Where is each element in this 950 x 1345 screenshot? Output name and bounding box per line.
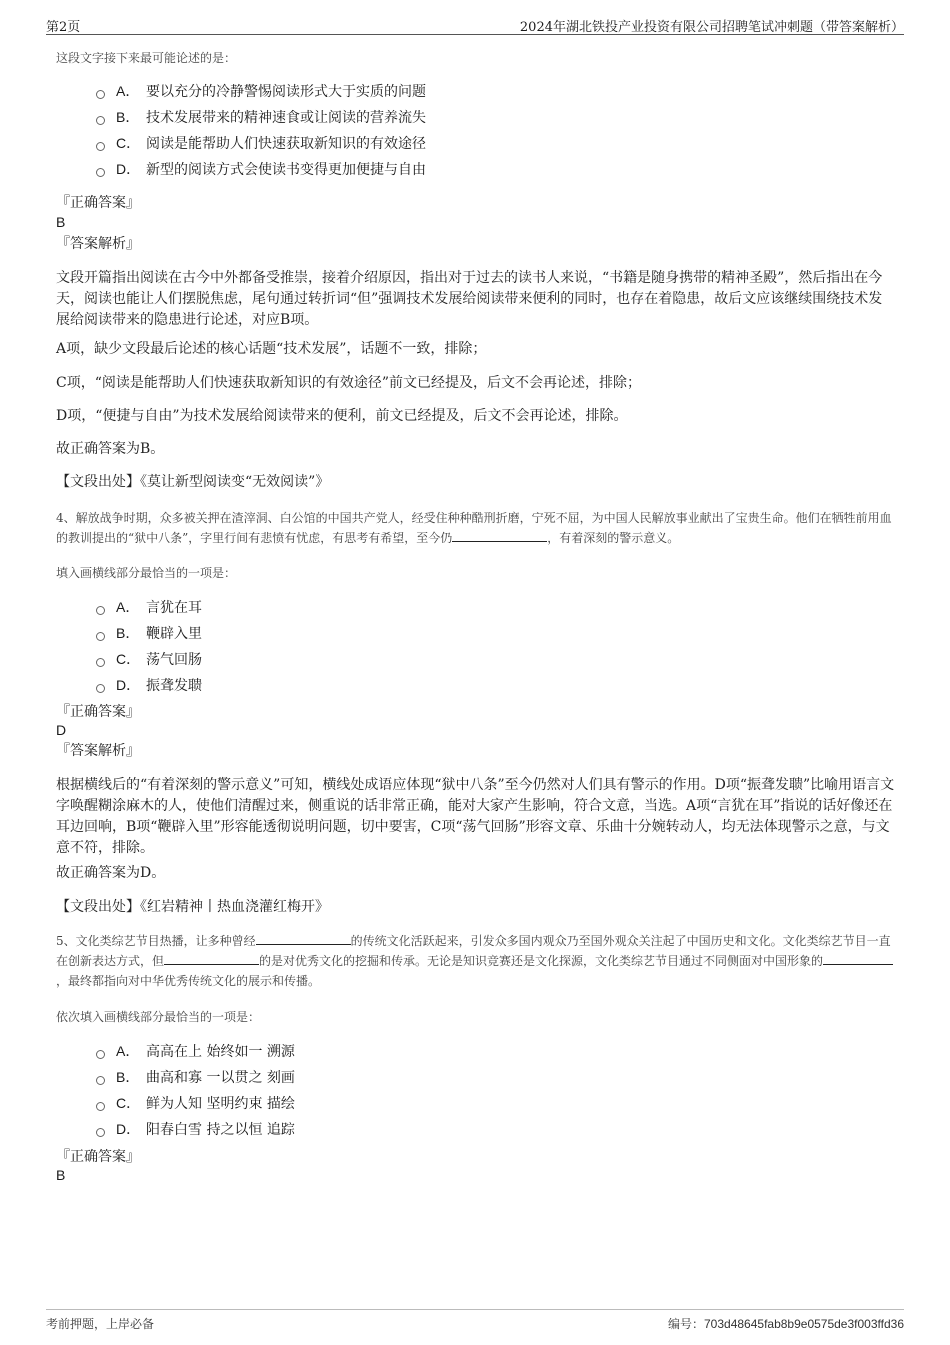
radio-icon[interactable] (96, 116, 105, 125)
q5-blank-3 (823, 952, 893, 965)
q4-options (96, 594, 202, 698)
q5-blank-2 (164, 952, 259, 965)
q3-answer-label: 『正确答案』 (56, 195, 140, 211)
q4-option-b[interactable]: B． 鞭辟入里 (96, 620, 202, 646)
q3-options (96, 78, 426, 182)
footer-serial: 编号：703d48645fab8b9e0575de3f003ffd36 (668, 1317, 904, 1331)
q5-answer-label: 『正确答案』 (56, 1149, 140, 1165)
q4-option-c[interactable]: C． 荡气回肠 (96, 646, 202, 672)
q4-analysis-p1: 根据横线后的“有着深刻的警示意义”可知，横线处成语应体现“狱中八条”至今仍然对人们具有警示的作用。D项“振聋发聩”比喻用语言文字唤醒糊涂麻木的人，使他们清醒过来，侧重说的话非常正确，能对大家产生影响，符合文意，当选。A项“言犹在耳”指说的话好像还在耳边回响，B项“鞭辟入里”形容能透彻说明问题，切中要害，C项“荡气回肠”形容文章、乐曲十分婉转动人，均无法体现警示之意，与文意不符，排除。 (56, 777, 895, 856)
radio-icon[interactable] (96, 632, 105, 641)
q3-analysis-p5: 故正确答案为B。 (56, 441, 165, 457)
footer-slogan: 考前押题，上岸必备 (46, 1317, 155, 1331)
q4-analysis-label: 『答案解析』 (56, 743, 140, 759)
q3-analysis-p4: D项，“便捷与自由”为技术发展给阅读带来的便利，前文已经提及，后文不会再论述，排除。 (56, 408, 628, 424)
q3-analysis-p3: C项，“阅读是能帮助人们快速获取新知识的有效途径”前文已经提及，后文不会再论述，排除； (56, 375, 642, 391)
q5-option-d[interactable]: D． 阳春白雪 持之以恒 追踪 (96, 1116, 295, 1142)
q4-analysis-p2: 故正确答案为D。 (56, 865, 166, 881)
radio-icon[interactable] (96, 168, 105, 177)
radio-icon[interactable] (96, 1076, 105, 1085)
radio-icon[interactable] (96, 1102, 105, 1111)
radio-icon[interactable] (96, 1128, 105, 1137)
q4-source: 【文段出处】《红岩精神丨热血浇灌红梅开》 (56, 899, 329, 915)
radio-icon[interactable] (96, 658, 105, 667)
q4-option-d[interactable]: D． 振聋发聩 (96, 672, 202, 698)
q4-stem: 4、解放战争时期，众多被关押在渣滓洞、白公馆的中国共产党人，经受住种种酷刑折磨，宁死不屈，为中国人民解放事业献出了宝贵生命。他们在牺牲前用血的教训提出的“狱中八条”，字里行间有悲愤有忧虑，有思考有希望，至今仍 ，有着深刻的警示意义。 (56, 511, 892, 545)
q3-analysis-label: 『答案解析』 (56, 236, 140, 252)
q4-answer-label: 『正确答案』 (56, 704, 140, 720)
q5-option-a[interactable]: A． 高高在上 始终如一 溯源 (96, 1038, 295, 1064)
document-title: 2024年湖北铁投产业投资有限公司招聘笔试冲刺题（带答案解析） (519, 20, 904, 35)
q4-option-a[interactable]: A． 言犹在耳 (96, 594, 202, 620)
radio-icon[interactable] (96, 142, 105, 151)
q3-analysis-p2: A项，缺少文段最后论述的核心话题“技术发展”，话题不一致，排除； (56, 341, 487, 357)
radio-icon[interactable] (96, 90, 105, 99)
page-number: 第2页 (46, 20, 81, 35)
q3-option-d[interactable]: D． 新型的阅读方式会使读书变得更加便捷与自由 (96, 156, 426, 182)
radio-icon[interactable] (96, 684, 105, 693)
q5-options (96, 1038, 295, 1142)
q5-option-b[interactable]: B． 曲高和寡 一以贯之 刻画 (96, 1064, 295, 1090)
radio-icon[interactable] (96, 606, 105, 615)
q4-prompt: 填入画横线部分最恰当的一项是： (56, 566, 237, 580)
q3-option-c[interactable]: C． 阅读是能帮助人们快速获取新知识的有效途径 (96, 130, 426, 156)
q5-blank-1 (256, 932, 351, 945)
q3-option-a[interactable]: A． 要以充分的冷静警惕阅读形式大于实质的问题 (96, 78, 426, 104)
q5-option-c[interactable]: C． 鲜为人知 坚明约束 描绘 (96, 1090, 295, 1116)
q4-answer: D (56, 722, 67, 738)
q3-source: 【文段出处】《莫让新型阅读变“无效阅读”》 (56, 474, 330, 490)
radio-icon[interactable] (96, 1050, 105, 1059)
q3-prompt: 这段文字接下来最可能论述的是： (56, 51, 237, 65)
q5-stem: 5、文化类综艺节目热播，让多种曾经 的传统文化活跃起来，引发众多国内观众乃至国外观众关注起了中国历史和文化。文化类综艺节目一直在创新表达方式，但 的是对优秀文化的挖掘和传承。无论是知识竞赛还是文化探源，文化类综艺节目通过不同侧面对中国形象的，最终都指向对中华优秀传统文化的展示和传播。 (56, 931, 896, 991)
q3-analysis-p1: 文段开篇指出阅读在古今中外都备受推崇，接着介绍原因，指出对于过去的读书人来说，“书籍是随身携带的精神圣殿”，然后指出在今天，阅读也能让人们摆脱焦虑，尾句通过转折词“但”强调技术发展给阅读带来便利的同时，也存在着隐患，故后文应该继续围绕技术发展给阅读带来的隐患进行论述，对应B项。 (56, 270, 883, 328)
q4-blank (452, 529, 547, 542)
q3-option-b[interactable]: B． 技术发展带来的精神速食或让阅读的营养流失 (96, 104, 426, 130)
q5-answer: B (56, 1167, 66, 1183)
q5-prompt: 依次填入画横线部分最恰当的一项是： (56, 1010, 261, 1024)
page-header (46, 14, 904, 35)
q3-answer: B (56, 214, 66, 230)
page-footer (46, 1309, 904, 1332)
